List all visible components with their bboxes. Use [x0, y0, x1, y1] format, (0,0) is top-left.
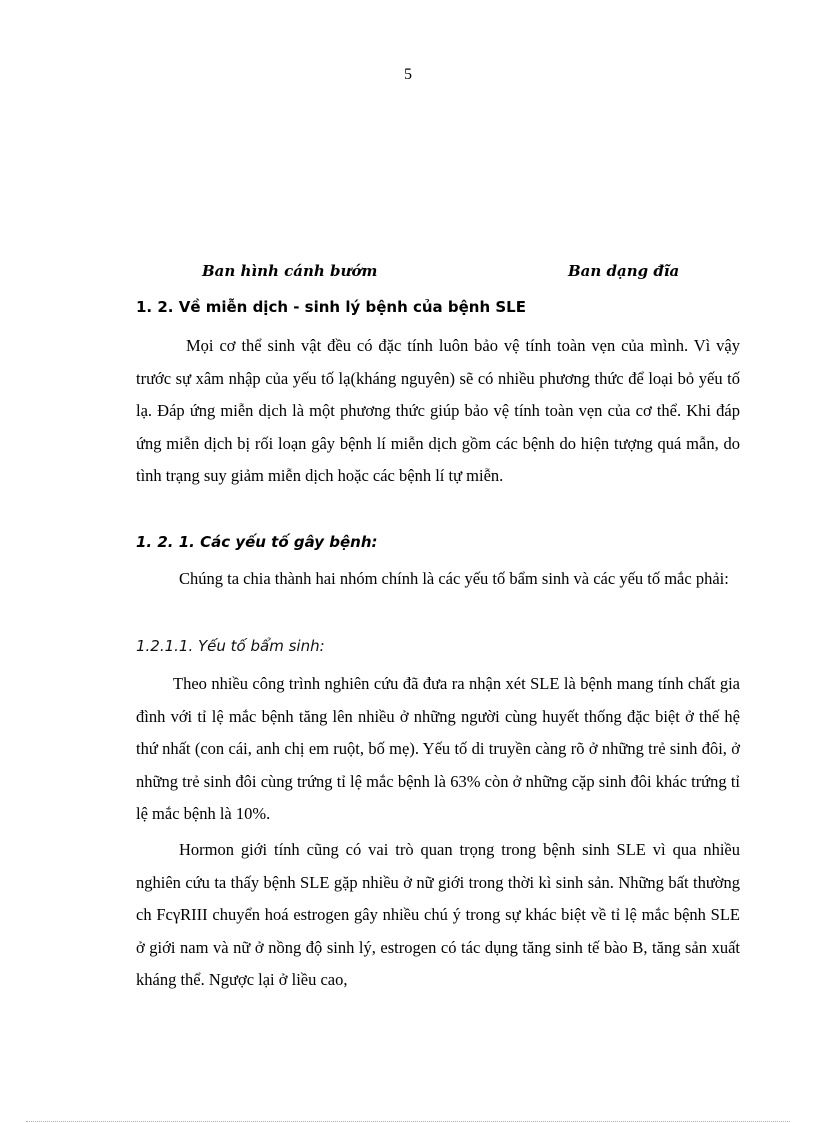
- hormone-factors-paragraph: Hormon giới tính cũng có vai trò quan trọng trong bệnh sinh SLE vì qua nhiều nghiên cứu ta thấy bệnh SLE gặp nhiều ở nữ giới trong thời kì sinh sản. Những bất thường ch FcγRIII chuyển hoá estrogen gây nhiều chú ý trong sự khác biệt về tỉ lệ mắc bệnh SLE ở giới nam và nữ ở nồng độ sinh lý, estrogen có tác dụng tăng sinh tế bào B, tăng sản xuất kháng thể. Ngược lại ở liều cao,: [136, 840, 740, 990]
- section-heading: 1. 2. Về miễn dịch - sinh lý bệnh của bệnh SLE: [136, 298, 526, 316]
- figure-caption-discoid-rash: Ban dạng đĩa: [568, 262, 680, 280]
- page-number: 5: [404, 66, 412, 83]
- subsubsection-heading: 1.2.1.1. Yếu tố bẩm sinh:: [136, 637, 325, 655]
- genetic-factors-paragraph: Theo nhiều công trình nghiên cứu đã đưa ra nhận xét SLE là bệnh mang tính chất gia đình với tỉ lệ mắc bệnh tăng lên nhiều ở những người cùng huyết thống đặc biệt ở thế hệ thứ nhất (con cái, anh chị em ruột, bố mẹ). Yếu tố di truyền càng rõ ở những trẻ sinh đôi, ở những trẻ sinh đôi cùng trứng tỉ lệ mắc bệnh là 63% còn ở những cặp sinh đôi khác trứng tỉ lệ mắc bệnh là 10%.: [136, 674, 740, 824]
- subsection-intro-paragraph: Chúng ta chia thành hai nhóm chính là các yếu tố bẩm sinh và các yếu tố mắc phải:: [179, 569, 729, 588]
- subsection-heading: 1. 2. 1. Các yếu tố gây bệnh:: [136, 533, 378, 551]
- page-footer-rule: [26, 1121, 790, 1122]
- intro-paragraph: Mọi cơ thể sinh vật đều có đặc tính luôn bảo vệ tính toàn vẹn của mình. Vì vậy trước sự xâm nhập của yếu tố lạ(kháng nguyên) sẽ có nhiều phương thức để loại bỏ yếu tố lạ. Đáp ứng miễn dịch là một phương thức giúp bảo vệ tính toàn vẹn của cơ thể. Khi đáp ứng miễn dịch bị rối loạn gây bệnh lí miễn dịch gồm các bệnh do hiện tượng quá mẫn, do tình trạng suy giảm miễn dịch hoặc các bệnh lí tự miễn.: [136, 336, 740, 486]
- figure-caption-butterfly-rash: Ban hình cánh bướm: [202, 262, 378, 280]
